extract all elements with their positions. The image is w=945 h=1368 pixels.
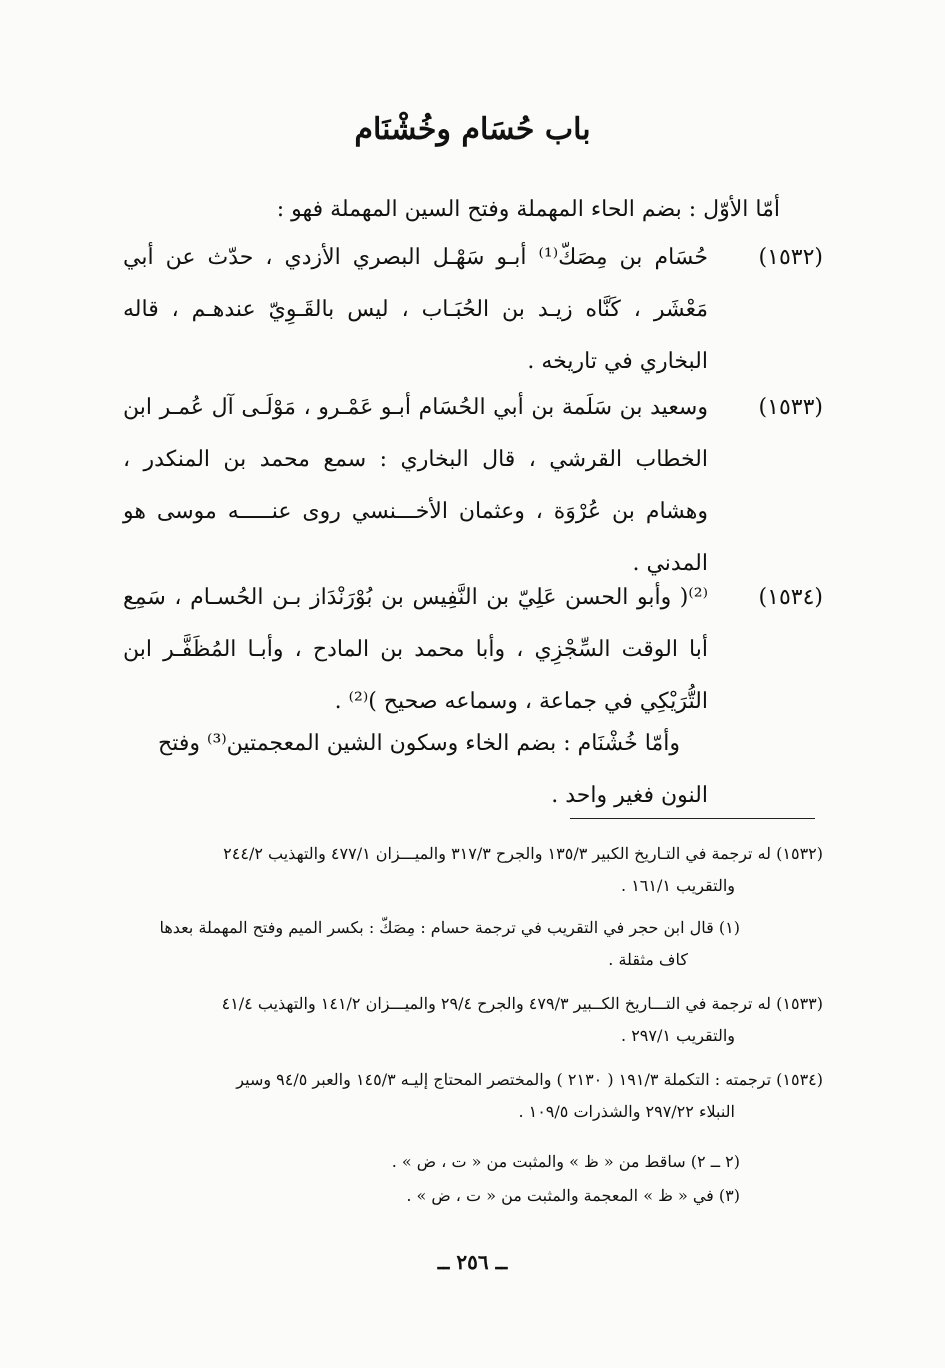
footnote-text: ساقط من « ظ » والمثبت من « ت ، ض » . [391,1152,686,1171]
intro-line: أمّا الأوّل : بضم الحاء المهملة وفتح السين المهملة فهو : [276,197,780,222]
closing-paragraph [123,718,823,822]
footnote-text: قال ابن حجر في التقريب في ترجمة حسام : مِصَكّ : بكسر الميم وفتح المهملة بعدها [159,918,714,937]
footnote-text: ترجمته : التكملة ١٩١/٣ ( ٢١٣٠ ) والمختصر المحتاج إليـه ١٤٥/٣ والعبر ٩٤/٥ وسير [236,1070,772,1089]
footnote-continuation: كاف مثقلة . [608,950,688,969]
entry-text: وسعيد بن سَلَمة بن أبي الحُسَام أبـو عَمْـرو ، مَوْلَـى آل عُمـر ابن الخطاب القرشي ، قال البخاري : سمع محمد بن المنكدر ، وهشام بن عُرْوَة ، وعثمان الأخـــنسي روى عنـــــه موسى هو المدني . [123,395,708,576]
footnote-1532 [75,838,823,902]
footnote-continuation: والتقريب ١٦١/١ . [621,876,735,895]
closing-text: وأمّا خُشْنَام : بضم الخاء وسكون الشين المعجمتين⁽³⁾ وفتح النون فغير واحد . [158,731,708,808]
footnote-2-2 [75,1146,740,1178]
footnote-1534 [75,1064,823,1128]
footnote-label: (١) [718,918,740,937]
footnote-text: له ترجمة في التـــاريخ الكــبير ٤٧٩/٣ والجرح ٢٩/٤ والميـــزان ١٤١/٢ والتهذيب ٤١/٤ [221,994,772,1013]
footnote-3 [75,1180,740,1212]
entry-number: (١٥٣٣) [758,395,823,420]
footnote-label: (١٥٣٤) [776,1070,823,1089]
entry-1532 [123,232,823,388]
entry-number: (١٥٣٤) [758,585,823,610]
chapter-title: باب حُسَام وخُشْنَام [354,112,591,147]
footnote-continuation: النبلاء ٢٩٧/٢٢ والشذرات ١٠٩/٥ . [518,1102,735,1121]
entry-number: (١٥٣٢) [758,245,823,270]
footnote-label: (٢ ــ ٢) [690,1152,740,1171]
footnote-1533 [75,988,823,1052]
footnote-1 [75,912,740,976]
footnote-separator [570,818,815,819]
footnote-continuation: والتقريب ٢٩٧/١ . [621,1026,735,1045]
footnote-label: (١٥٣٣) [776,994,823,1013]
footnote-text: له ترجمة في التـاريخ الكبير ١٣٥/٣ والجرح ٣١٧/٣ والميـــزان ٤٧٧/١ والتهذيب ٢٤٤/٢ [223,844,772,863]
entry-1533 [123,382,823,590]
footnote-text: في « ظ » المعجمة والمثبت من « ت ، ض » . [406,1186,714,1205]
page-number: ــ ٢٥٦ ــ [437,1250,508,1274]
entry-text: حُسَام بن مِصَكّ⁽¹⁾ أبـو سَهْـل البصري الأزدي ، حدّث عن أبي مَعْشَر ، كَنَّاه زيـد بن الحُبَـاب ، ليس بالقَـوِيّ عندهـم ، قاله البخاري في تاريخه . [123,245,709,374]
footnote-label: (١٥٣٢) [776,844,823,863]
footnote-label: (٣) [718,1186,740,1205]
entry-text: ⁽²⁾( وأبو الحسن عَلِيّ بن النَّفِيس بن بُوْرَنْدَاز بـن الحُسـام ، سَمِع أبا الوقت السِّجْزِي ، وأبا محمد بن المادح ، وأبـا المُظَفَّـر ابن التُّرَيْكِي في جماعة ، وسماعه صحيح )⁽²⁾ . [123,585,708,714]
entry-1534 [123,572,823,728]
